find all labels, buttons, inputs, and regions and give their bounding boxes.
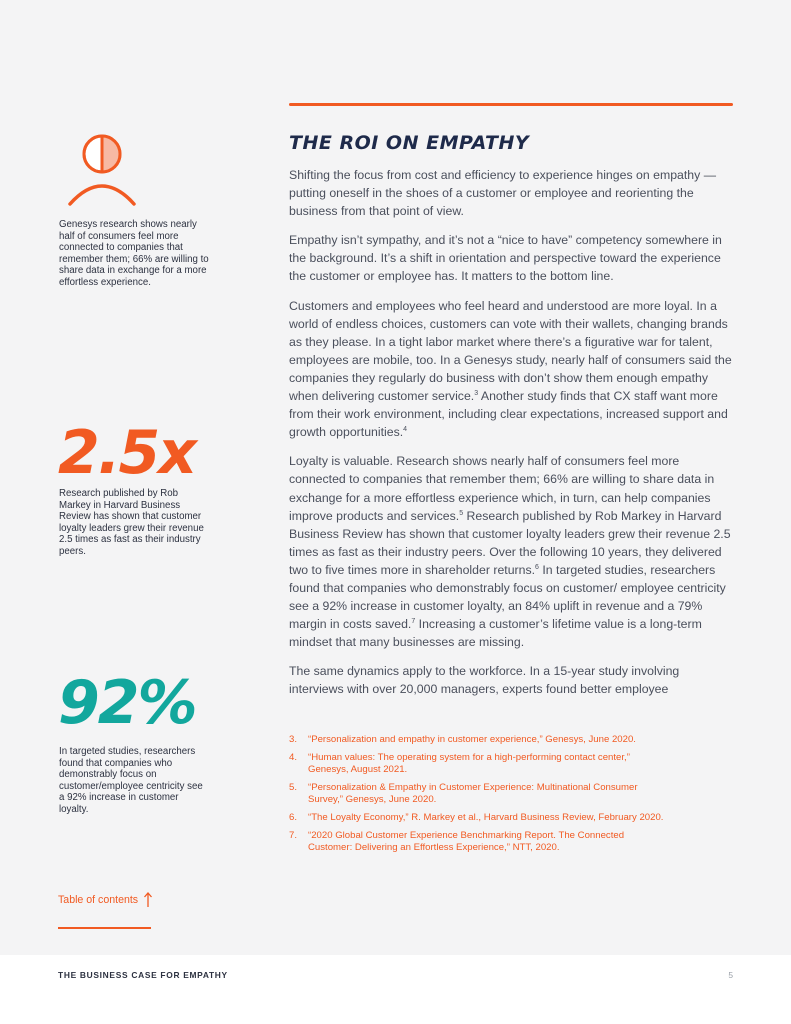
footnote-number: 6. bbox=[289, 811, 298, 823]
paragraph-5: The same dynamics apply to the workforce. In a 15-year study involving interviews with over 20,000 managers, experts found better employee bbox=[289, 664, 680, 697]
footnote-number: 4. bbox=[289, 751, 298, 763]
toc-underline bbox=[58, 927, 151, 929]
footnote-text: “2020 Global Customer Experience Benchmarking Report. The Connected Customer: Delivering an Effortless Experience,” NTT, 2020. bbox=[308, 829, 625, 854]
footnote-ref-5: 5 bbox=[459, 509, 464, 517]
callout-text-consumers: Genesys research shows nearly half of consumers feel more connected to companies that remember them; 66% are willing to share data in exchange for a more effortless experience. bbox=[59, 219, 209, 288]
footnote-number: 7. bbox=[289, 829, 298, 841]
stat-value-2-5x: 2.5x bbox=[58, 418, 195, 488]
toc-label[interactable]: Table of contents bbox=[58, 893, 139, 906]
footnote-ref-3: 3 bbox=[474, 389, 479, 397]
footnotes-list bbox=[289, 734, 729, 860]
section-divider bbox=[289, 103, 733, 106]
footnote-item bbox=[289, 782, 729, 807]
footnote-text: “Human values: The operating system for a high-performing contact center,” Genesys, August 2021. bbox=[308, 751, 630, 776]
footnote-text: “Personalization & Empathy in Customer Experience: Multinational Consumer Survey,” Genesys, June 2020. bbox=[308, 781, 638, 806]
paragraph-3 bbox=[289, 297, 737, 442]
arrow-up-icon[interactable] bbox=[143, 891, 153, 908]
page-footer bbox=[0, 955, 791, 1024]
footnote-item bbox=[289, 830, 729, 855]
footnote-ref-4: 4 bbox=[403, 426, 408, 434]
person-half-filled-icon bbox=[66, 130, 138, 210]
paragraph-2: Empathy isn’t sympathy, and it’s not a “nice to have” competency somewhere in the background. It’s a shift in orientation and perspective toward the experience the customer or employee has. It matters to the bottom line. bbox=[289, 233, 722, 284]
footnote-text: “The Loyalty Economy,” R. Markey et al., Harvard Business Review, February 2020. bbox=[308, 811, 664, 823]
body-text bbox=[289, 166, 737, 710]
table-of-contents-link[interactable] bbox=[58, 891, 153, 908]
footnote-ref-7: 7 bbox=[411, 618, 416, 626]
paragraph-1: Shifting the focus from cost and efficiency to experience hinges on empathy — putting oneself in the shoes of a customer or employee and reorienting the business from that point of view. bbox=[289, 168, 716, 219]
section-heading: THE ROI ON EMPATHY bbox=[289, 132, 530, 154]
footnote-number: 3. bbox=[289, 734, 298, 745]
footer-title: THE BUSINESS CASE FOR EMPATHY bbox=[58, 970, 228, 980]
page-number: 5 bbox=[728, 970, 733, 980]
stat-text-2-5x: Research published by Rob Markey in Harvard Business Review has shown that customer loyalty leaders grew their revenue 2.5 times as fast as their industry peers. bbox=[59, 488, 204, 557]
footnote-item bbox=[289, 812, 729, 825]
footnote-ref-6: 6 bbox=[535, 563, 539, 571]
paragraph-3-text-b: Another study finds that CX staff want more from their work environment, including clear expectations, increased support and growth opportunities. bbox=[289, 389, 728, 440]
paragraph-3-text-a: Customers and employees who feel heard and understood are more loyal. In a world of endless choices, customers can vote with their wallets, changing brands as they please. In a tight labor market where there’s a figurative war for talent, employees are mobile, too. In a Genesys study, nearly half of consumers said the companies they regularly do business with don’t show them enough empathy when delivering customer service. bbox=[289, 298, 732, 404]
footnote-item bbox=[289, 752, 729, 777]
paragraph-4-text-a: Loyalty is valuable. Research shows nearly half of consumers feel more connected to companies that remember them; 66% are willing to share data in exchange for a more effortless experience which, in turn, can help companies improve products and services. bbox=[289, 454, 715, 523]
footnote-text: “Personalization and empathy in customer experience,” Genesys, June 2020. bbox=[308, 734, 636, 745]
footnote-number: 5. bbox=[289, 781, 298, 793]
paragraph-4 bbox=[289, 452, 737, 651]
stat-text-92: In targeted studies, researchers found that companies who demonstrably focus on customer/employee centricity see a 92% increase in customer loyalty. bbox=[59, 746, 203, 815]
paragraph-4-text-b: Research published by Rob Markey in Harvard Business Review has shown that customer loyalty leaders grew their revenue 2.5 times as fast as their industry peers. Over the following 10 years, they delivered two to five times more in shareholder returns. bbox=[289, 508, 731, 577]
stat-value-92: 92% bbox=[58, 668, 196, 738]
paragraph-4-text-c: In targeted studies, researchers found that companies who demonstrably focus on customer/ employee centricity see a 92% increase in customer loyalty, an 84% uplift in revenue and a 79% margin in costs saved. bbox=[289, 562, 726, 632]
footnote-item bbox=[289, 734, 729, 747]
paragraph-4-text-d: Increasing a customer’s lifetime value is a long-term mindset that many businesses are missing. bbox=[289, 617, 702, 650]
